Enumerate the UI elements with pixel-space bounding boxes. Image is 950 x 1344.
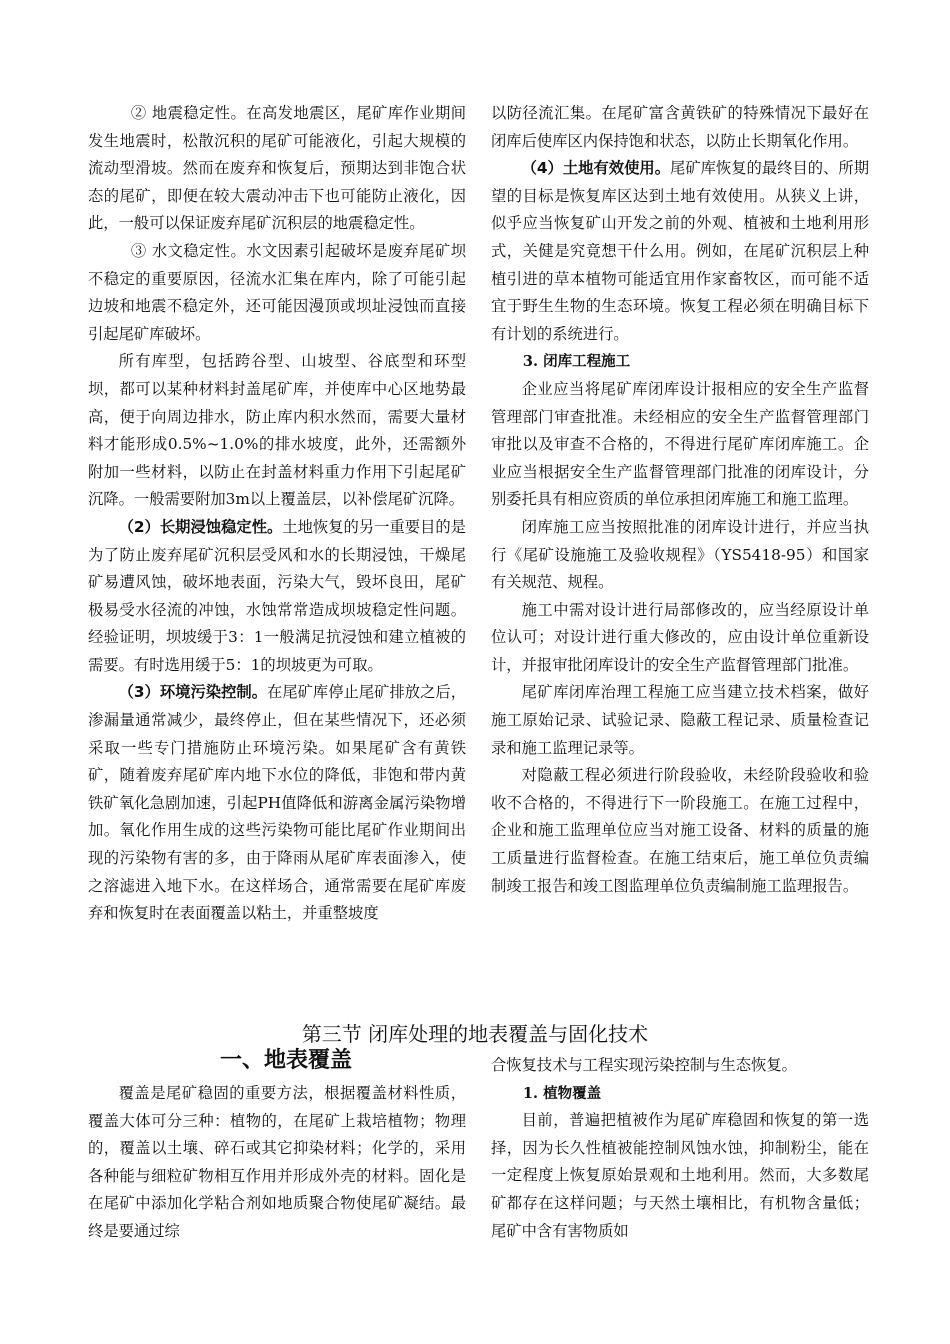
text-pollution-control: 在尾矿库停止尾矿排放之后，渗漏量通常减少，最终停止，但在某些情况下，还必须采取一些专门措施防止环境污染。如果尾矿含有黄铁矿，随着废弃尾矿库内地下水位的降低，非饱和带内黄铁矿氧化急剧加速，引起PH值降低和游离金属污染物增加。氧化作用生成的这些污染物可能比尾矿作业期间出现的污染物有害的多，由于降雨从尾矿库表面渗入，使之溶滤进入地下水。在这样场合，通常需要在尾矿库废弃和恢复时在表面覆盖以粘土，并重整坡度 (88, 683, 466, 923)
left-column-bottom (88, 1046, 466, 1246)
right-column-top (491, 100, 869, 900)
heading-surface-cover: 一、地表覆盖 (220, 1048, 353, 1073)
paragraph-construction-standards: 闭库施工应当按照批准的闭库设计进行，并应当执行《尾矿设施施工及验收规程》（YS5418-95）和国家有关规范、规程。 (491, 517, 869, 592)
right-column-bottom (491, 1052, 869, 1245)
text-land-use: 尾矿库恢复的最终目的、所期望的目标是恢复库区达到土地有效使用。从狭义上讲，似乎应当恢复矿山开发之前的外观、植被和土地利用形式，关健是究竟想干什么用。例如，在尾矿沉积层上种植引进的草本植物可能适宜用作家畜牧区，而可能不适宜于野生生物的生态环境。恢复工程必须在明确目标下有计划的系统进行。 (491, 159, 869, 343)
paragraph-technical-archives: 尾矿库闭库治理工程施工应当建立技术档案，做好施工原始记录、试验记录、隐蔽工程记录、质量检查记录和施工监理记录等。 (491, 683, 869, 757)
paragraph-pollution-control (88, 679, 466, 927)
paragraph-hidden-works-acceptance: 对隐蔽工程必须进行阶段验收，未经阶段验收和验收不合格的，不得进行下一阶段施工。在施工过程中，企业和施工监理单位应当对施工设备、材料的质量的施工质量进行监督检查。在施工结束后，施工单位负责编制竣工报告和竣工图监理单位负责编制施工监理报告。 (491, 766, 869, 895)
section-title: 第三节 闭库处理的地表覆盖与固化技术 (301, 1022, 649, 1046)
paragraph-design-modification: 施工中需对设计进行局部修改的，应当经原设计单位认可；对设计进行重大修改的，应由设计单位重新设计，并报审批闭库设计的安全生产监督管理部门批准。 (491, 600, 869, 674)
heading-pollution-control: （3）环境污染控制。 (118, 683, 268, 702)
paragraph-cover-methods: 覆盖是尾矿稳固的重要方法，根据覆盖材料性质，覆盖大体可分三种：植物的，在尾矿上栽培植物；物理的，覆盖以土壤、碎石或其它抑染材料；化学的，采用各种能与细粒矿物相互作用并形成外壳的材料。固化是在尾矿中添加化学粘合剂如地质聚合物使尾矿凝结。最终是要通过综 (88, 1084, 466, 1240)
subheading-plant-cover: 1. 植物覆盖 (522, 1084, 602, 1102)
heading-erosion-stability: （2）长期浸蚀稳定性。 (118, 517, 283, 536)
paragraph-land-use (491, 155, 869, 348)
paragraph-plant-cover: 目前，普遍把植被作为尾矿库稳固和恢复的第一选择，因为长久性植被能控制风蚀水蚀，抑制粉尘，能在一定程度上恢复原始景观和土地利用。然而，大多数尾矿都存在这样问题；与天然土壤相比，有机物含量低；尾矿中含有害物质如 (491, 1111, 869, 1240)
paragraph-continued-runoff: 以防径流汇集。在尾矿富含黄铁矿的特殊情况下最好在闭库后使库区内保持饱和状态，以防止长期氧化作用。 (491, 104, 869, 150)
paragraph-design-approval: 企业应当将尾矿库闭库设计报相应的安全生产监督管理部门审查批准。未经相应的安全生产监督管理部门审批以及审查不合格的，不得进行尾矿库闭库施工。企业应当根据安全生产监督管理部门批准的闭库设计，分别委托具有相应资质的单位承担闭库施工和施工监理。 (491, 379, 869, 509)
paragraph-erosion-stability (88, 514, 466, 680)
paragraph-dam-types: 所有库型，包括跨谷型、山坡型、谷底型和环型坝，都可以某种材料封盖尾矿库，并使库中心区地势最高，便于向周边排水，防止库内积水然而，需要大量材料才能形成0.5%~1.0%的排水坡度，此外，还需额外附加一些材料，以防止在封盖材料重力作用下引起尾矿沉降。一般需要附加3m以上覆盖层，以补偿尾矿沉降。 (88, 352, 466, 509)
paragraph-hydrologic-stability: ③ 水文稳定性。水文因素引起破坏是废弃尾矿坝不稳定的重要原因，径流水汇集在库内，除了可能引起边坡和地震不稳定外，还可能因漫顶或坝址浸蚀而直接引起尾矿库破坏。 (88, 241, 466, 343)
text-erosion-stability: 土地恢复的另一重要目的是为了防止废弃尾矿沉积层受风和水的长期浸蚀，干燥尾矿易遭风蚀，破坏地表面，污染大气，毁坏良田，尾矿极易受水径流的冲蚀，水蚀常常造成坝坡稳定性问题。经验证明，坝坡缓于3：1一般满足抗浸蚀和建立植被的需要。有时选用缓于5：1的坝坡更为可取。 (88, 517, 466, 674)
paragraph-seismic-stability: ② 地震稳定性。在高发地震区，尾矿库作业期间发生地震时，松散沉积的尾矿可能液化，引起大规模的流动型滑坡。然而在废弃和恢复后，预期达到非饱合状态的尾矿，即便在较大震动冲击下也可能防止液化，因此，一般可以保证废弃尾矿沉积层的地震稳定性。 (88, 104, 466, 233)
subheading-closure-construction: 3. 闭库工程施工 (522, 353, 631, 371)
paragraph-continued-restoration: 合恢复技术与工程实现污染控制与生态恢复。 (491, 1056, 797, 1074)
left-column-top (88, 100, 466, 928)
heading-land-use: （4）土地有效使用。 (521, 159, 671, 178)
